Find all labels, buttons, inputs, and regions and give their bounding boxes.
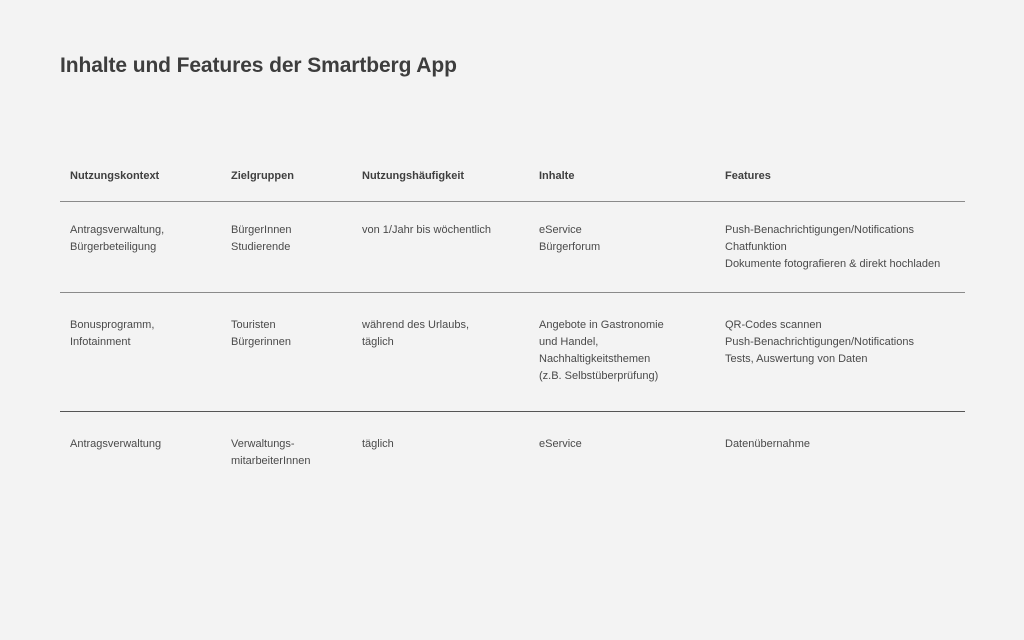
cell-line: Studierende	[231, 241, 291, 253]
cell-line: Push-Benachrichtigungen/Notifications	[725, 336, 914, 348]
cell-zielgruppen	[221, 222, 352, 292]
cell-line: Datenübernahme	[725, 438, 811, 450]
cell-line: mitarbeiterInnen	[231, 455, 311, 467]
table-row	[60, 412, 965, 482]
features-table	[60, 160, 965, 482]
cell-inhalte	[529, 222, 715, 292]
cell-line: QR-Codes scannen	[725, 319, 822, 331]
column-header-zielgruppen: Zielgruppen	[231, 170, 294, 182]
cell-line: Verwaltungs-	[231, 438, 295, 450]
column-header-features: Features	[725, 170, 771, 182]
cell-line: Antragsverwaltung	[70, 438, 162, 450]
cell-line: Nachhaltigkeitsthemen	[539, 353, 651, 365]
cell-line: Chatfunktion	[725, 241, 787, 253]
cell-line: BürgerInnen	[231, 224, 292, 236]
cell-line: täglich	[362, 336, 394, 348]
cell-line: eService	[539, 438, 582, 450]
cell-line: Angebote in Gastronomie	[539, 319, 664, 331]
cell-line: Tests, Auswertung von Daten	[725, 353, 868, 365]
cell-line: (z.B. Selbstüberprüfung)	[539, 370, 659, 382]
cell-line: Bonusprogramm,	[70, 319, 155, 331]
column-header-inhalte: Inhalte	[539, 170, 575, 182]
cell-features	[715, 317, 965, 411]
cell-line: Touristen	[231, 319, 276, 331]
page-title: Inhalte und Features der Smartberg App	[60, 54, 457, 77]
cell-line: Antragsverwaltung,	[70, 224, 165, 236]
cell-line: Dokumente fotografieren & direkt hochladen	[725, 258, 941, 270]
cell-features	[715, 436, 965, 482]
cell-line: eService	[539, 224, 582, 236]
cell-line: Bürgerinnen	[231, 336, 291, 348]
cell-line: Bürgerforum	[539, 241, 601, 253]
cell-nutzungshaeufigkeit	[352, 436, 529, 482]
cell-features	[715, 222, 965, 292]
table-row	[60, 293, 965, 412]
cell-nutzungskontext	[60, 222, 221, 292]
cell-line: und Handel,	[539, 336, 599, 348]
cell-line: während des Urlaubs,	[362, 319, 470, 331]
table-header-row	[60, 160, 965, 202]
cell-inhalte	[529, 436, 715, 482]
cell-line: von 1/Jahr bis wöchentlich	[362, 224, 492, 236]
cell-nutzungskontext	[60, 317, 221, 411]
cell-line: Infotainment	[70, 336, 131, 348]
table-row	[60, 202, 965, 293]
cell-inhalte	[529, 317, 715, 411]
cell-line: täglich	[362, 438, 394, 450]
cell-zielgruppen	[221, 436, 352, 482]
column-header-nutzungshaeufigkeit: Nutzungshäufigkeit	[362, 170, 465, 182]
cell-nutzungshaeufigkeit	[352, 222, 529, 292]
cell-line: Bürgerbeteiligung	[70, 241, 157, 253]
cell-nutzungskontext	[60, 436, 221, 482]
cell-zielgruppen	[221, 317, 352, 411]
cell-line: Push-Benachrichtigungen/Notifications	[725, 224, 914, 236]
cell-nutzungshaeufigkeit	[352, 317, 529, 411]
column-header-nutzungskontext: Nutzungskontext	[70, 170, 160, 182]
